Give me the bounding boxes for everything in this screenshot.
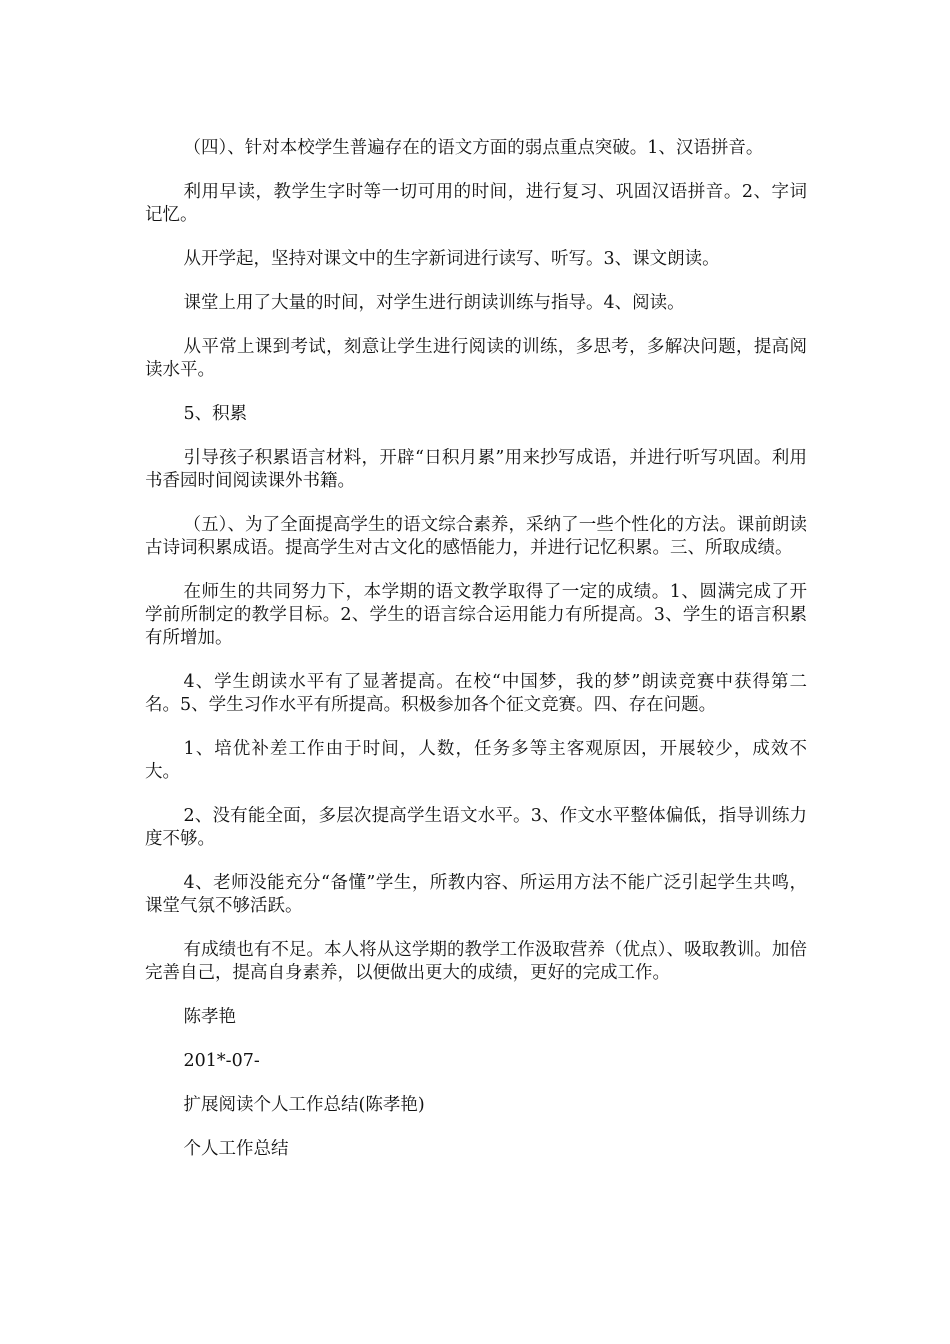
paragraph-problem-four: 4、老师没能充分“备懂”学生，所教内容、所运用方法不能广泛引起学生共鸣，课堂气氛不够活跃。 (145, 873, 807, 916)
paragraph-section-five: （五）、为了全面提高学生的语文综合素养，采纳了一些个性化的方法。课前朗读古诗词积累成语。提高学生对古文化的感悟能力，并进行记忆积累。三、所取成绩。 (145, 515, 807, 558)
paragraph-reading: 从平常上课到考试，刻意让学生进行阅读的训练，多思考，多解决问题，提高阅读水平。 (145, 337, 807, 380)
paragraph-achievements: 在师生的共同努力下，本学期的语文教学取得了一定的成绩。1、圆满完成了开学前所制定的教学目标。2、学生的语言综合运用能力有所提高。3、学生的语言积累有所增加。 (145, 582, 807, 648)
paragraph-accumulation-heading: 5、积累 (183, 404, 248, 424)
paragraph-conclusion: 有成绩也有不足。本人将从这学期的教学工作汲取营养（优点）、吸取教训。加倍完善自己，提高自身素养，以便做出更大的成绩，更好的完成工作。 (145, 940, 807, 983)
paragraph-section-four: （四）、针对本校学生普遍存在的语文方面的弱点重点突破。1、汉语拼音。 (183, 138, 764, 158)
document-body (145, 137, 807, 1182)
signature-author: 陈孝艳 (183, 1007, 236, 1027)
paragraph-accumulation: 引导孩子积累语言材料，开辟“日积月累”用来抄写成语，并进行听写巩固。利用书香园时间阅读课外书籍。 (145, 448, 807, 491)
paragraph-word-memory: 从开学起，坚持对课文中的生字新词进行读写、听写。3、课文朗读。 (183, 249, 720, 269)
paragraph-problem-two: 2、没有能全面，多层次提高学生语文水平。3、作文水平整体偏低，指导训练力度不够。 (145, 806, 807, 849)
paragraph-reading-competition: 4、学生朗读水平有了显著提高。在校“中国梦，我的梦”朗读竞赛中获得第二名。5、学生习作水平有所提高。积极参加各个征文竞赛。四、存在问题。 (145, 672, 807, 715)
paragraph-text-reading: 课堂上用了大量的时间，对学生进行朗读训练与指导。4、阅读。 (183, 293, 685, 313)
signature-date: 201*-07- (183, 1051, 260, 1071)
trailing-title-summary: 个人工作总结 (183, 1139, 289, 1159)
paragraph-problem-one: 1、培优补差工作由于时间，人数，任务多等主客观原因，开展较少，成效不大。 (145, 739, 807, 782)
trailing-title-extended: 扩展阅读个人工作总结(陈孝艳) (183, 1095, 425, 1115)
paragraph-pinyin: 利用早读，教学生字时等一切可用的时间，进行复习、巩固汉语拼音。2、字词记忆。 (145, 182, 807, 225)
